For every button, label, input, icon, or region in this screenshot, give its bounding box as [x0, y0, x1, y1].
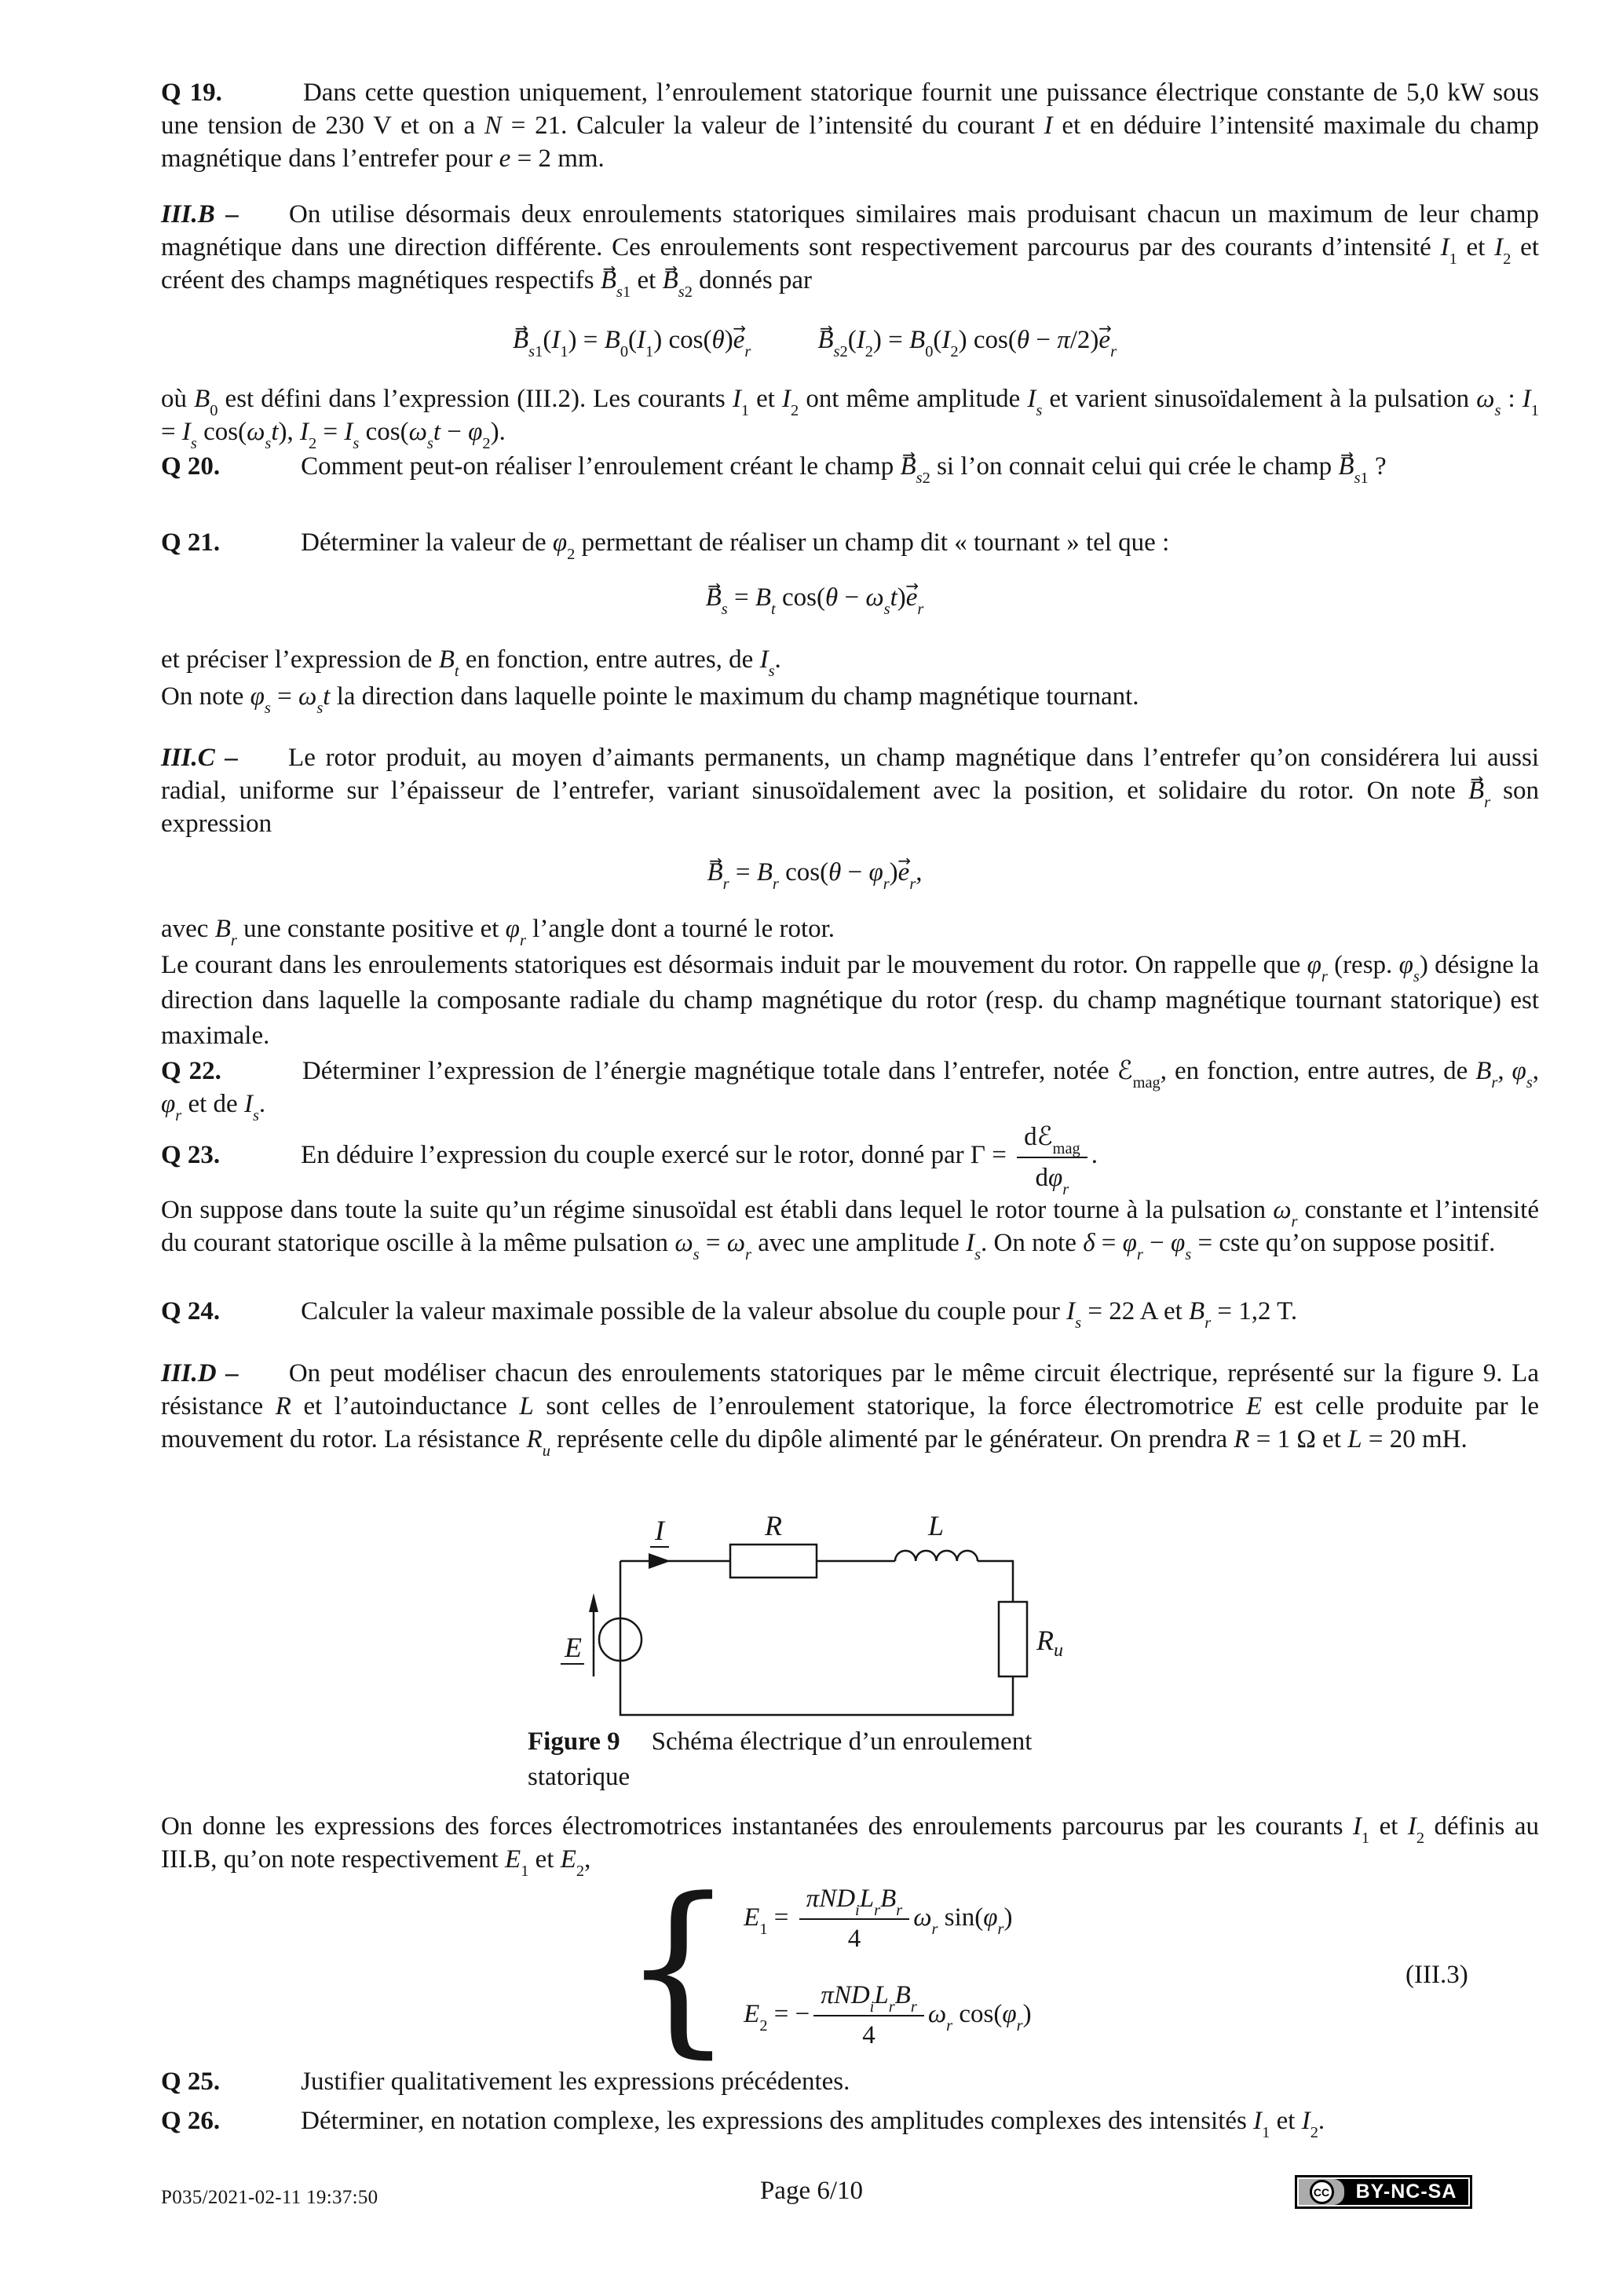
- equation-bs1-bs2: $B \to_{s1}(I_1) = B_0(I_1)$ $\cos(\theta)e \to_r$ $B \to_{s2}(I_2) = B_0(I_2) \cos(\theta - \pi/2)e \to_r$: [126, 320, 1504, 360]
- current-direction-arrow: [649, 1553, 671, 1569]
- equation-champ-tournant: $B \to_s = B_t$ $\cos(\theta - \omega_st)e \to_r$: [126, 578, 1504, 617]
- emf-label: E: [565, 1632, 582, 1663]
- section-iii-d-title: III.D –: [161, 1359, 239, 1387]
- section-iii-d: III.D – On peut modéliser chacun des enroulements statoriques par le même circuit électrique, représenté sur la figure 9. La résistance R et l’autoinductance L sont celles de l’enroulement statorique, la force électromotrice E est celle produite par le mouvement du rotor. La résistance $R_u$ représente celle du dipôle alimenté par le générateur. On prendra R = 1 Ω et L = 20 mH.: [161, 1359, 1539, 1461]
- figure-caption-text: Schéma électrique d’un enroulement statorique: [528, 1727, 1033, 1791]
- inductor-L-coil: [895, 1551, 978, 1561]
- section-iii-b-title: III.B –: [161, 200, 239, 229]
- page-number: Page 6/10: [759, 2177, 864, 2205]
- resistor-label: R: [765, 1512, 782, 1541]
- question-19: Q 19. Dans cette question uniquement, l’enroulement statorique fournit une puissance électrique constante de 5,0 kW sous une tension de 230 V et on a N = 21. Calculer la valeur de l’intensité du courant I et en déduire l’intensité maximale du champ magnétique dans l’entrefer pour e = 2 mm.: [161, 79, 1539, 173]
- cc-circle-icon: CC: [1310, 2180, 1334, 2204]
- question-21: Q 21. Déterminer la valeur de $\varphi_2$ permettant de réaliser un champ dit « tournant » tel que :: [161, 528, 1170, 564]
- question-24: Q 24. Calculer la valeur maximale possible de la valeur absolue du couple pour $I_s = 22$ A et $B_r = 1,2$ T.: [161, 1297, 1298, 1333]
- equation-number-iii3: (III.3): [1406, 1961, 1468, 1989]
- cc-license-badge: [1295, 2175, 1472, 2209]
- question-23: Q 23. En déduire l’expression du couple exercé sur le rotor, donné par Γ = $\frac{dℰ_{mag}}{d\varphi_r}$ .: [161, 1121, 1098, 1199]
- equation-e1: $E_1$ = $\frac{\pi ND_iL_rB_r}{4}$ $\omega_r$ $\sin(\varphi_r)$: [744, 1885, 1013, 1954]
- question-25: Q 25. Justifier qualitativement les expressions précédentes.: [161, 2067, 850, 2096]
- current-label: I: [655, 1515, 664, 1546]
- question-22: Q 22. Déterminer l’expression de l’énergie magnétique totale dans l’entrefer, notée ℰ$_{mag}$, en fonction, entre autres, de $B_r$, $\varphi_s$, $\varphi_r$ et de $I_s$.: [161, 1055, 1540, 1125]
- system-brace: {: [622, 1859, 735, 2075]
- figure-caption: [528, 1724, 1096, 1795]
- inductor-label: L: [927, 1512, 945, 1541]
- circuit-wire-loop: [620, 1561, 1013, 1715]
- load-resistor-label: $R_u$: [1036, 1625, 1063, 1661]
- paragraph-avec-br: avec $B_r$ une constante positive et $\varphi_r$ l’angle dont a tourné le rotor.: [161, 915, 835, 950]
- load-resistor-Ru-box: [999, 1602, 1027, 1676]
- paragraph-preciser: et préciser l’expression de $B_t$ en fonction, entre autres, de $I_s$.: [161, 645, 781, 681]
- paragraph-note-phis: On note $\varphi_s = \omega_st$ la direction dans laquelle pointe le maximum du champ magnétique tournant.: [161, 682, 1139, 718]
- question-20: Q 20. Comment peut-on réaliser l’enroulement créant le champ $B \to_{s2}$ si l’on connait celui qui crée le champ $B \to_{s1}$ ?: [161, 450, 1539, 483]
- equation-system-iii3: [622, 1859, 1032, 2075]
- cc-license-text: BY-NC-SA: [1355, 2181, 1457, 2203]
- cc-logo-panel: [1299, 2179, 1344, 2205]
- paragraph-regime-sinusoidal: On suppose dans toute la suite qu’un régime sinusoïdal est établi dans lequel le rotor tourne à la pulsation $\omega_r$ constante et l’intensité du courant statorique oscille à la même pulsation $\omega_s = \omega_r$ avec une amplitude $I_s$. On note $\delta = \varphi_r - \varphi_s$ = cste qu’on suppose positif.: [161, 1196, 1539, 1264]
- paragraph-courant-induit: Le courant dans les enroulements statoriques est désormais induit par le mouvement du rotor. On rappelle que $\varphi_r$ (resp. $\varphi_s$) désigne la direction dans laquelle la composante radiale du champ magnétique du rotor (resp. du champ magnétique tournant statorique) est maximale.: [161, 951, 1540, 1050]
- section-iii-c: III.C – Le rotor produit, au moyen d’aimants permanents, un champ magnétique dans l’entrefer qu’on considérera lui aussi radial, uniforme sur l’épaisseur de l’entrefer, variant sinusoïdalement avec la position, et solidaire du rotor. On note $B \to_r$ son expression: [161, 741, 1539, 840]
- figure-caption-number: Figure 9: [528, 1727, 620, 1756]
- footer-timestamp: P035/2021-02-11 19:37:50: [161, 2187, 378, 2208]
- paragraph-on-donne: On donne les expressions des forces électromotrices instantanées des enroulements parcourus par les courants $I_1$ et $I_2$ définis au III.B, qu’on note respectivement $E_1$ et $E_2$,: [161, 1812, 1539, 1881]
- resistor-R-box: [730, 1545, 817, 1578]
- equation-br: $B \to_r = B_r$ $\cos(\theta - \varphi_r)e \to_r$,: [126, 853, 1504, 892]
- question-26: Q 26. Déterminer, en notation complexe, les expressions des amplitudes complexes des intensités $I_1$ et $I_2$.: [161, 2107, 1325, 2142]
- emf-direction-arrow: [589, 1593, 598, 1676]
- section-iii-c-title: III.C –: [161, 744, 239, 772]
- section-iii-b: III.B – On utilise désormais deux enroulements statoriques similaires mais produisant chacun un maximum de leur champ magnétique dans une direction différente. Ces enroulements sont respectivement parcourus par des courants d’intensité $I_1$ et $I_2$ et créent des champs magnétiques respectifs $B \to_{s1}$ et $B \to_{s2}$ donnés par: [161, 198, 1539, 297]
- equation-e2: $E_2$ = − $\frac{\pi ND_iL_rB_r}{4}$ $\omega_r$ $\cos(\varphi_r)$: [744, 1980, 1032, 2049]
- paragraph-ou-b0: où $B_0$ est défini dans l’expression (III.2). Les courants $I_1$ et $I_2$ ont même amplitude $I_s$ et varient sinusoïdalement à la pulsation $\omega_s$ : $I_1 = I_s$ $\cos(\omega_st)$, $I_2 = I_s$ $\cos(\omega_st - \varphi_2)$.: [161, 385, 1539, 453]
